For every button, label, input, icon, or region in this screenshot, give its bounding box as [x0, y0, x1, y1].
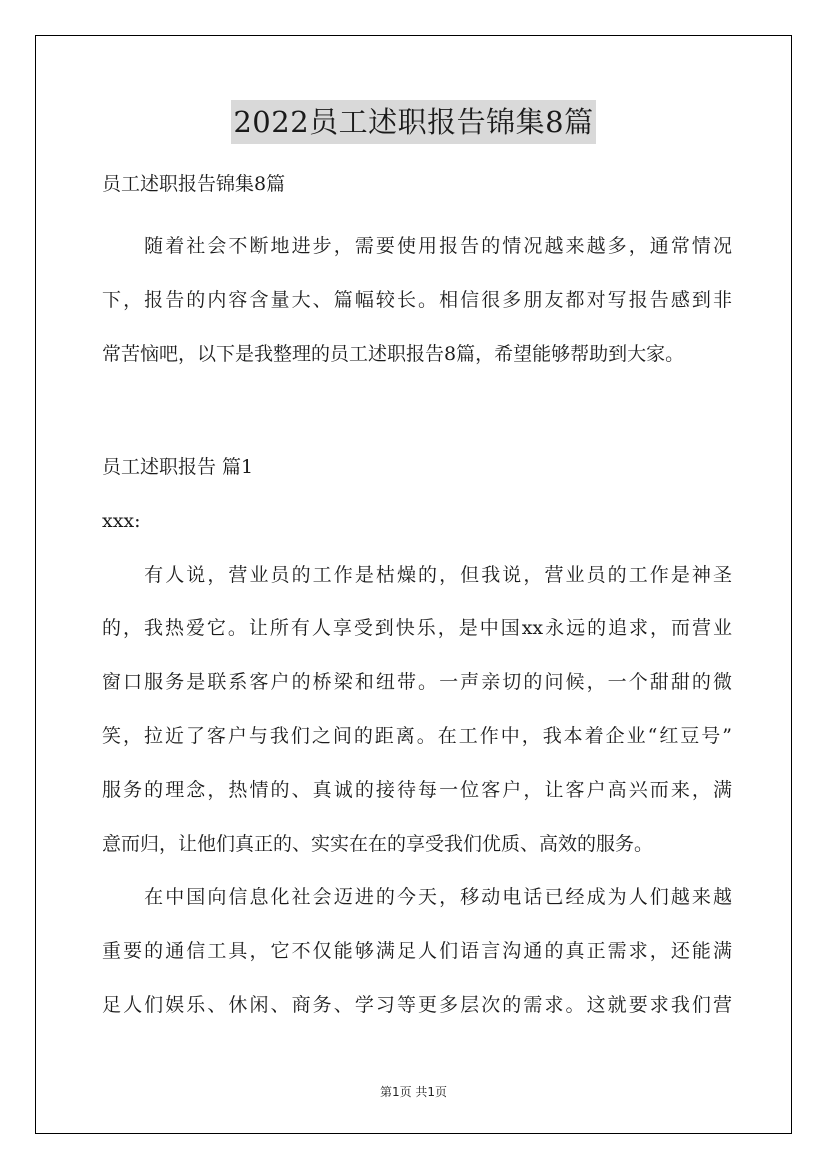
- title-container: [0, 100, 827, 144]
- paragraph-line: 在中国向信息化社会迈进的今天，移动电话已经成为人们越来越: [102, 886, 732, 908]
- paragraph-line: 重要的通信工具，它不仅能够满足人们语言沟通的真正需求，还能满: [102, 940, 732, 962]
- paragraph-line: 的，我热爱它。让所有人享受到快乐，是中国xx永远的追求，而营业: [102, 617, 732, 639]
- paragraph-line: 有人说，营业员的工作是枯燥的，但我说，营业员的工作是神圣: [102, 564, 732, 586]
- document-title: 2022员工述职报告锦集8篇: [231, 100, 595, 144]
- paragraph-line: 窗口服务是联系客户的桥梁和纽带。一声亲切的问候，一个甜甜的微: [102, 671, 732, 693]
- paragraph-line: 意而归，让他们真正的、实实在在的享受我们优质、高效的服务。: [102, 833, 654, 855]
- document-subtitle: 员工述职报告锦集8篇: [102, 173, 286, 195]
- paragraph-line: 足人们娱乐、休闲、商务、学习等更多层次的需求。这就要求我们营: [102, 994, 732, 1016]
- paragraph-line: 笑，拉近了客户与我们之间的距离。在工作中，我本着企业“红豆号”: [102, 725, 732, 747]
- page-footer: [0, 1083, 827, 1100]
- salutation: xxx:: [102, 510, 141, 532]
- intro-line: 常苦恼吧，以下是我整理的员工述职报告8篇，希望能够帮助到大家。: [102, 343, 685, 365]
- intro-line: 下，报告的内容含量大、篇幅较长。相信很多朋友都对写报告感到非: [102, 289, 732, 311]
- intro-line: 随着社会不断地进步，需要使用报告的情况越来越多，通常情况: [102, 235, 732, 257]
- section-heading: 员工述职报告 篇1: [102, 456, 254, 478]
- page-number: 第1页 共1页: [379, 1085, 448, 1099]
- paragraph-line: 服务的理念，热情的、真诚的接待每一位客户，让客户高兴而来，满: [102, 779, 732, 801]
